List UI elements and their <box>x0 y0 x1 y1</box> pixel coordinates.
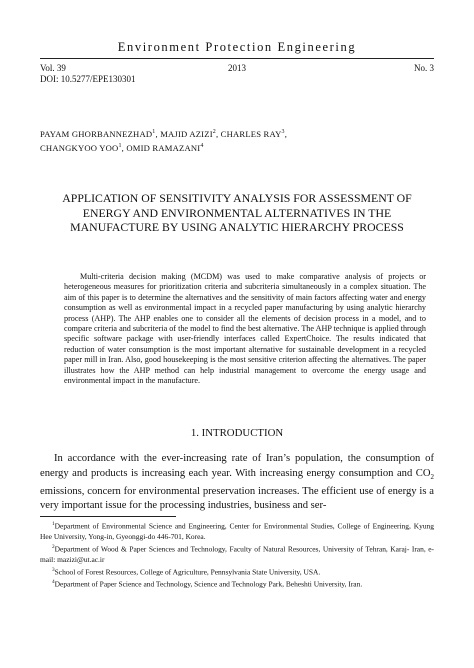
affiliation-mark: 1 <box>118 143 122 150</box>
footnote <box>40 519 434 542</box>
footnote-mark: 2 <box>52 543 55 550</box>
year-label: 2013 <box>228 63 246 73</box>
doi-link[interactable]: DOI: 10.5277/EPE130301 <box>40 74 136 84</box>
issue-number: No. 3 <box>414 63 434 73</box>
intro-text-end: emissions, concern for environmental preservation increases. The efficient use of energy is a very important issue for the processing industries, business and ser- <box>40 485 434 512</box>
author-name: CHANGKYOO YOO <box>40 143 119 154</box>
affiliation-mark: 1 <box>152 129 156 135</box>
footnote-text: Department of Wood & Paper Sciences and Technology, Faculty of Natural Resources, University of Tehran, Karaj- Iran, e-mail: mazizi@ut.ac.ir <box>40 544 434 564</box>
author-name: MAJID AZIZI <box>160 128 213 139</box>
footnote-text: School of Forest Resources, College of Agriculture, Pennsylvania State University, USA. <box>54 567 321 577</box>
footnote <box>40 565 434 578</box>
abstract <box>64 272 426 386</box>
author-name: CHARLES RAY <box>220 128 282 139</box>
author-name: PAYAM GHORBANNEZHAD <box>40 128 153 139</box>
footnote-mark: 3 <box>52 566 55 573</box>
footnotes <box>40 519 434 590</box>
footnote-text: Department of Environmental Science and Engineering, Center for Environmental Studies, College of Engineering, Kyung Hee University, Yong-in, Gyeonggi-do 446-701, Korea. <box>40 521 434 541</box>
abstract-text: Multi-criteria decision making (MCDM) was used to make comparative analysis of projects or heterogeneous measures for prioritization criteria and subcriteria simultaneously in a complex situation. The aim of this paper is to determine the alternatives and the sensitivity of main factors affecting water and energy consumption as well as environmental impact in a recycled paper manufacturing by using analytic hierarchy process (AHP). The AHP enables one to consider all the elements of decision process in a model, and to compare criteria and subcriteria of the model to find the best alternative. The AHP technique is applied through specific software package with user-friendly interfaces called ExpertChoice. The results indicated that reduction of water consumption is the most important alternative for sustainable development in a recycled paper mill in Iran. Also, good housekeeping is the most sensitive criterion affecting the alternatives. The paper illustrates how the AHP method can help industrial management to overcome the energy usage and environmental impact in the manufacture. <box>64 272 426 386</box>
author-list: PAYAM GHORBANNEZHAD$^1$, MAJID AZIZI$^2$, CHARLES RAY$^3$, CHANGKYOO YOO$^1$, OMID RAMAZANI$^4$ <box>40 128 288 154</box>
footnote-mark: 4 <box>52 579 55 586</box>
volume-label: Vol. 39 <box>40 63 66 73</box>
footnote-rule <box>40 516 176 517</box>
footnote-mark: 1 <box>52 521 55 527</box>
issue-metadata <box>40 63 434 84</box>
section-heading: 1. INTRODUCTION <box>190 427 284 439</box>
footnote-text: Department of Paper Science and Technology, Science and Technology Park, Beheshti University, Iran. <box>54 579 363 589</box>
header-rule <box>40 58 434 59</box>
journal-title: Environment Protection Engineering <box>117 40 357 54</box>
footnote <box>40 542 434 565</box>
intro-paragraph <box>40 452 434 514</box>
introduction-body <box>40 452 434 514</box>
co2-subscript: 2 <box>430 472 434 481</box>
author-name: OMID RAMAZANI <box>126 143 201 154</box>
affiliation-mark: 4 <box>200 143 204 150</box>
affiliation-mark: 3 <box>281 129 285 135</box>
intro-text-start: In accordance with the ever-increasing rate of Iran’s population, the consumption of energy and products is increasing each year. With increasing energy consumption and CO <box>40 453 434 479</box>
paper-title: APPLICATION OF SENSITIVITY ANALYSIS FOR ASSESSMENT OF ENERGY AND ENVIRONMENTAL ALTERNATIVES IN THE MANUFACTURE BY USING ANALYTIC HIERARCHY PROCESS <box>62 191 412 235</box>
footnote <box>40 577 434 590</box>
affiliation-mark: 2 <box>212 129 216 135</box>
